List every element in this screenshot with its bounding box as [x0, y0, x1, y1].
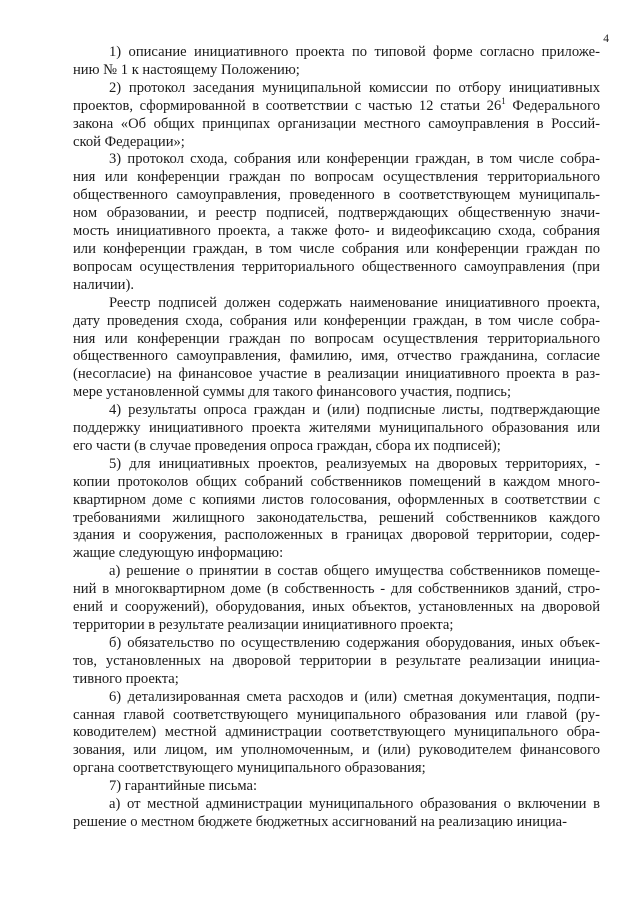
text-line: здания и сооружения, расположенных в границах дворовой территории, содер- — [73, 527, 600, 544]
text-line: общественного самоуправления, фамилию, имя, отчество гражданина, согласие — [73, 348, 600, 365]
text-line: требованиями жилищного законодательства, решений собственников каждого — [73, 509, 600, 526]
text-line: а) решение о принятии в состав общего имущества собственников помеще- — [109, 563, 600, 580]
text-line: копии протоколов общих собраний собственников помещений в каждом много- — [73, 473, 600, 490]
text-line: 2) протокол заседания муниципальной комиссии по отбору инициативных — [109, 79, 600, 96]
text-line: его части (в случае проведения опроса граждан, сбора их подписей); — [73, 437, 501, 454]
text-line: проектов, сформированной в соответствии с частью 12 статьи $26^1$ Федерального — [73, 95, 600, 114]
text-line: нию № 1 к настоящему Положению; — [73, 61, 300, 78]
paragraph-registry-requirements — [73, 295, 600, 402]
paragraph-item-4 — [73, 402, 600, 456]
paragraph-item-5b — [73, 635, 600, 689]
text-line: б) обязательство по осуществлению содержания оборудования, иных объек- — [109, 634, 600, 651]
page-number: 4 — [603, 33, 609, 45]
text-line: поддержку инициативного проекта жителями муниципального образования или — [73, 420, 600, 437]
text-line: 1) описание инициативного проекта по типовой форме согласно приложе- — [109, 44, 600, 60]
text-line: 5) для инициативных проектов, реализуемых на дворовых территориях, - — [109, 455, 600, 472]
paragraph-item-7a — [73, 796, 600, 832]
text-line: мость инициативного проекта, а также фото- и видеофиксацию схода, собрания — [73, 223, 600, 240]
text-line: тивного проекта; — [73, 670, 179, 687]
text-line: Реестр подписей должен содержать наименование инициативного проекта, — [109, 294, 600, 311]
text-line: органа соответствующего муниципального образования; — [73, 760, 426, 777]
text-line: ководителем) местной администрации соответствующего муниципального обра- — [73, 724, 600, 741]
paragraph-item-3 — [73, 151, 600, 294]
text-line: вопросам осуществления территориального общественного самоуправления (при — [73, 258, 600, 275]
paragraph-item-6 — [73, 689, 600, 779]
text-line: а) от местной администрации муниципального образования о включении в — [109, 796, 600, 813]
text-line: дату проведения схода, собрания или конференции граждан, в том числе собра- — [73, 312, 600, 329]
text-line: зования, или лицом, им уполномоченным, и (или) руководителем финансового — [73, 742, 600, 759]
text-line: тов, установленных на дворовой территории в результате реализации инициа- — [73, 652, 600, 669]
text-line: санная главой соответствующего муниципального образования или главой (ру- — [73, 706, 600, 723]
text-line: территории в результате реализации инициативного проекта; — [73, 617, 454, 633]
text-line: или конференции граждан, в том числе собрания или конференции граждан по — [73, 240, 600, 257]
text-line: квартирном доме с копиями листов голосования, оформленных в соответствии с — [73, 491, 600, 508]
text-line: 7) гарантийные письма: — [109, 778, 258, 795]
text-line: (несогласие) на финансовое участие в реализации инициативного проекта в раз- — [73, 366, 600, 383]
text-line: ний в многоквартирном доме (в собственность - для собственников зданий, стро- — [73, 581, 600, 598]
text-line: общественного самоуправления, проведенного в соответствующем муниципаль- — [73, 187, 600, 204]
paragraph-item-2 — [73, 80, 600, 152]
text-line: жащие следующую информацию: — [73, 545, 284, 562]
paragraph-item-5 — [73, 456, 600, 563]
text-line: мере установленной суммы для такого финансового участия, подпись; — [73, 384, 512, 401]
paragraph-item-1 — [73, 44, 600, 80]
text-line: ния или конференции граждан по вопросам осуществления территориального — [73, 330, 600, 347]
text-line: решение о местном бюджете бюджетных ассигнований на реализацию инициа- — [73, 813, 567, 830]
paragraph-item-5a — [73, 563, 600, 635]
text-line: 4) результаты опроса граждан и (или) подписные листы, подтверждающие — [109, 402, 600, 419]
text-line: ений и сооружений), оборудования, иных объектов, установленных на дворовой — [73, 599, 600, 616]
text-line: 6) детализированная смета расходов и (или) сметная документация, подпи- — [109, 688, 600, 705]
text-line: ном образовании, и реестр подписей, подтверждающих общественную значи- — [73, 205, 600, 222]
text-line: закона «Об общих принципах организации местного самоуправления в Россий- — [73, 115, 600, 132]
text-line: наличии). — [73, 276, 134, 293]
text-line: 3) протокол схода, собрания или конференции граждан, в том числе собра- — [109, 151, 600, 168]
paragraph-item-7 — [73, 778, 600, 796]
text-line: ния или конференции граждан по вопросам осуществления территориального — [73, 169, 600, 186]
document-body — [73, 44, 600, 832]
text-line: ской Федерации»; — [73, 133, 185, 150]
